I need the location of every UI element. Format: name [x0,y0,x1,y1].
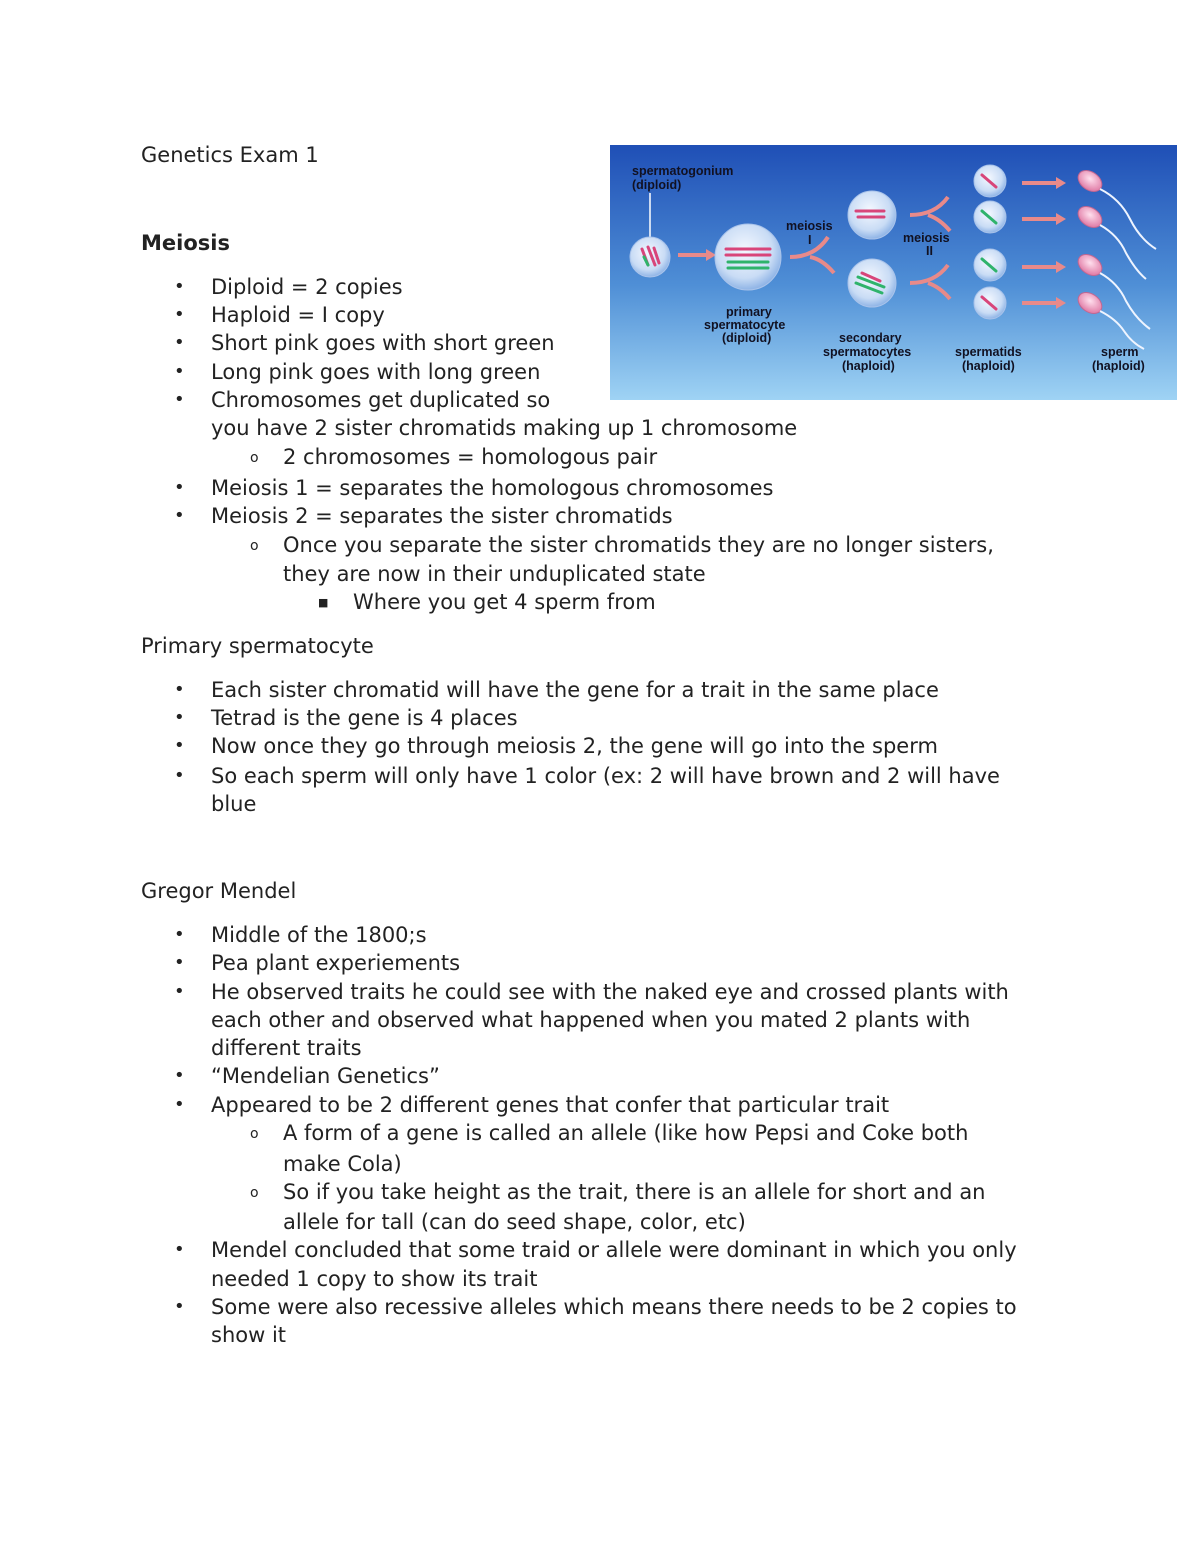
bullet-icon: • [174,304,185,325]
label-secondary: secondary [839,331,902,345]
list-item-continuation: blue [211,792,257,816]
list-item: Middle of the 1800;s [211,923,427,947]
bullet-icon: • [174,679,185,700]
label-secondary-haploid: (haploid) [842,359,895,373]
list-item: Short pink goes with short green [211,331,555,355]
secondary-spermatocyte-cell [848,191,896,239]
sub-list-item-continuation: they are now in their unduplicated state [283,562,706,586]
bullet-icon: • [174,952,185,973]
list-item-continuation: you have 2 sister chromatids making up 1 chromosome [211,416,798,440]
sub-list-item: 2 chromosomes = homologous pair [283,445,658,469]
square-bullet-icon: ■ [318,596,329,609]
secondary-spermatocyte-cell [848,259,896,307]
label-sperm-haploid: (haploid) [1092,359,1145,373]
bullet-icon: • [174,1094,185,1115]
sub-list-item-continuation: make Cola) [283,1152,402,1176]
bullet-icon: • [174,505,185,526]
label-secondary-spermatocytes: spermatocytes [823,345,912,359]
label-meiosis-2-numeral: II [926,244,933,258]
spermatogenesis-diagram [610,145,1177,400]
spermatid-cell [974,165,1006,197]
circle-bullet-icon: o [250,1185,259,1201]
primary-spermatocyte-cell [715,224,781,290]
bullet-icon: • [174,765,185,786]
list-item: He observed traits he could see with the naked eye and crossed plants with [211,980,1009,1004]
sub-list-item: So if you take height as the trait, there is an allele for short and an [283,1180,986,1204]
label-spermatogonium-diploid: (diploid) [632,178,682,192]
meiosis-heading: Meiosis [141,231,230,255]
spermatid-cell [974,201,1006,233]
list-item-continuation: each other and observed what happened when you mated 2 plants with [211,1008,971,1032]
bullet-icon: • [174,477,185,498]
list-item: Tetrad is the gene is 4 places [211,706,518,730]
primary-spermatocyte-heading: Primary spermatocyte [141,634,374,658]
label-meiosis-2: meiosis [903,231,950,245]
spermatogonium-cell [630,237,670,277]
label-meiosis-1: meiosis [786,219,833,233]
sub-list-item-continuation: allele for tall (can do seed shape, color, etc) [283,1210,746,1234]
bullet-icon: • [174,389,185,410]
list-item-continuation: different traits [211,1036,362,1060]
sub-sub-list-item: Where you get 4 sperm from [353,590,656,614]
label-sperm: sperm [1101,345,1139,359]
bullet-icon: • [174,276,185,297]
gregor-mendel-heading: Gregor Mendel [141,879,297,903]
sub-list-item: Once you separate the sister chromatids they are no longer sisters, [283,533,994,557]
label-meiosis-1-numeral: I [808,233,812,247]
list-item-continuation: needed 1 copy to show its trait [211,1267,538,1291]
spermatid-cell [974,249,1006,281]
label-spermatids-haploid: (haploid) [962,359,1015,373]
list-item-continuation: show it [211,1323,287,1347]
circle-bullet-icon: o [250,1126,259,1142]
list-item: Now once they go through meiosis 2, the gene will go into the sperm [211,734,938,758]
circle-bullet-icon: o [250,538,259,554]
bullet-icon: • [174,332,185,353]
list-item: Meiosis 1 = separates the homologous chromosomes [211,476,774,500]
list-item: Haploid = I copy [211,303,385,327]
bullet-icon: • [174,1296,185,1317]
list-item: Diploid = 2 copies [211,275,403,299]
spermatid-cell [974,287,1006,319]
label-spermatogonium: spermatogonium [632,164,734,178]
list-item: Appeared to be 2 different genes that confer that particular trait [211,1093,890,1117]
bullet-icon: • [174,924,185,945]
bullet-icon: • [174,735,185,756]
list-item: Some were also recessive alleles which means there needs to be 2 copies to [211,1295,1017,1319]
list-item: Pea plant experiements [211,951,461,975]
document-title: Genetics Exam 1 [141,143,319,167]
bullet-icon: • [174,707,185,728]
list-item: Chromosomes get duplicated so [211,388,551,412]
list-item: So each sperm will only have 1 color (ex: 2 will have brown and 2 will have [211,764,1000,788]
bullet-icon: • [174,1065,185,1086]
list-item: “Mendelian Genetics” [211,1064,440,1088]
label-primary: primary [726,305,772,319]
bullet-icon: • [174,361,185,382]
circle-bullet-icon: o [250,450,259,466]
bullet-icon: • [174,1239,185,1260]
label-spermatids: spermatids [955,345,1022,359]
list-item: Mendel concluded that some traid or allele were dominant in which you only [211,1238,1017,1262]
sub-list-item: A form of a gene is called an allele (like how Pepsi and Coke both [283,1121,969,1145]
bullet-icon: • [174,981,185,1002]
list-item: Long pink goes with long green [211,360,541,384]
list-item: Each sister chromatid will have the gene for a trait in the same place [211,678,939,702]
label-primary-diploid: (diploid) [722,331,772,345]
list-item: Meiosis 2 = separates the sister chromatids [211,504,673,528]
label-primary-spermatocyte: spermatocyte [704,318,786,332]
